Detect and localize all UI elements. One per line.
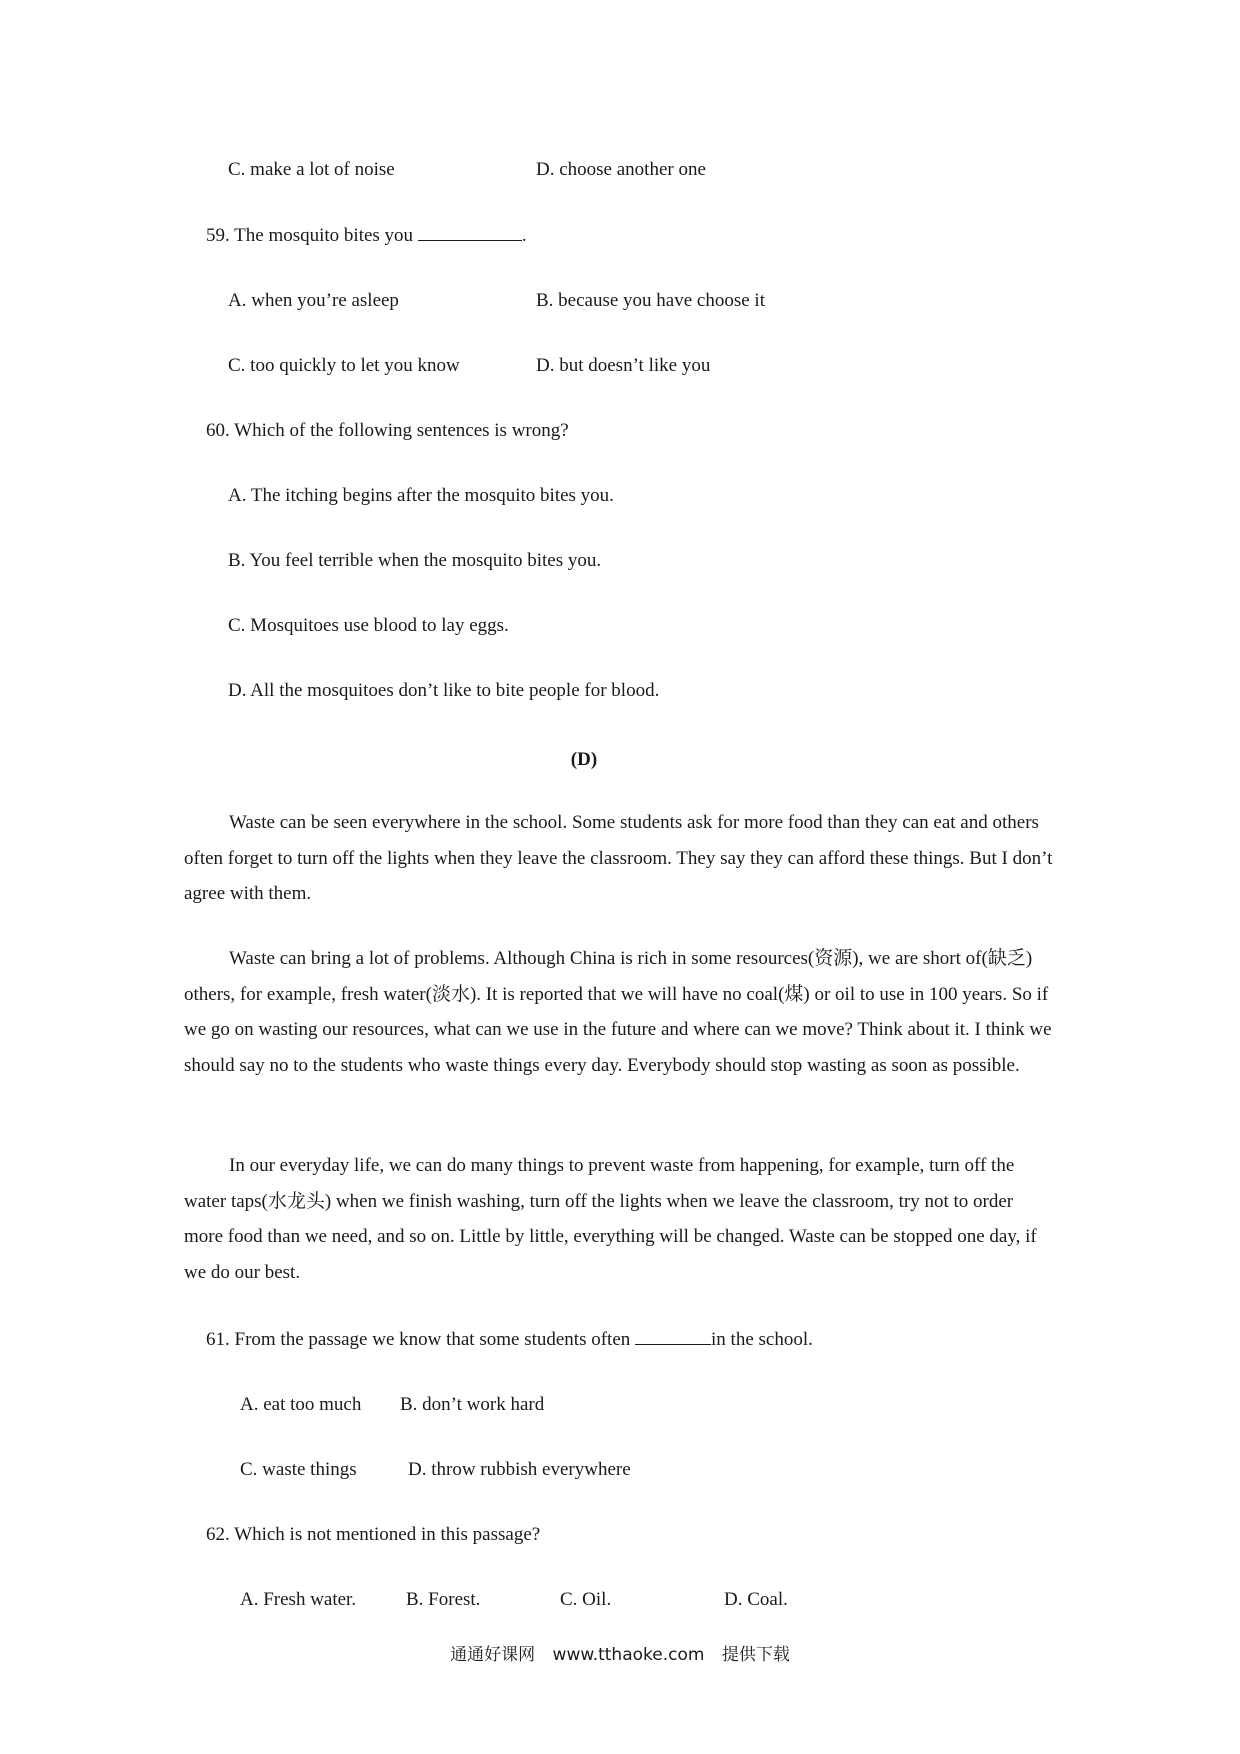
paragraph-text: In our everyday life, we can do many things to prevent waste from happening, for example, turn off the water taps(水龙头) when we finish washing, turn off the lights when we leave the classroom, try not to order more food than we need, and so on. Little by little, everything will be changed. Waste can be stopped one day, if we do our best.: [184, 1155, 1037, 1283]
q59-option-b: B. because you have choose it: [536, 290, 765, 311]
q60-option-d: D. All the mosquitoes don’t like to bite people for blood.: [228, 680, 660, 701]
footer-note: 提供下载: [721, 1645, 790, 1665]
q61-option-a: A. eat too much: [240, 1394, 362, 1415]
q62-option-c: C. Oil.: [560, 1589, 612, 1610]
q58-option-d: D. choose another one: [536, 159, 706, 180]
q60-option-a: A. The itching begins after the mosquito bites you.: [228, 485, 614, 506]
q61-stem: [206, 1328, 813, 1352]
q59-option-a: A. when you’re asleep: [228, 290, 399, 311]
q61-option-b: B. don’t work hard: [400, 1394, 545, 1415]
answer-blank: [635, 1328, 711, 1345]
passage-paragraph-3: [184, 1148, 1054, 1290]
q62-option-a: A. Fresh water.: [240, 1589, 357, 1610]
q61-stem-end: in the school.: [711, 1329, 813, 1350]
paragraph-text: Waste can be seen everywhere in the school. Some students ask for more food than they can eat and others often forget to turn off the lights when they leave the classroom. They say they can afford these things. But I don’t agree with them.: [184, 812, 1053, 904]
q61-stem-text: 61. From the passage we know that some students often: [206, 1329, 631, 1350]
passage-paragraph-2: [184, 941, 1054, 1083]
answer-blank: [418, 224, 522, 241]
passage-paragraph-1: [184, 805, 1054, 912]
q59-option-c: C. too quickly to let you know: [228, 355, 460, 376]
section-heading: (D): [570, 749, 598, 770]
q59-option-d: D. but doesn’t like you: [536, 355, 711, 376]
q61-option-d: D. throw rubbish everywhere: [408, 1459, 631, 1480]
q62-option-d: D. Coal.: [724, 1589, 788, 1610]
q59-stem: [206, 224, 527, 248]
q60-option-c: C. Mosquitoes use blood to lay eggs.: [228, 615, 509, 636]
q62-stem: 62. Which is not mentioned in this passage?: [206, 1524, 541, 1545]
q60-option-b: B. You feel terrible when the mosquito bites you.: [228, 550, 602, 571]
q62-option-b: B. Forest.: [406, 1589, 481, 1610]
q58-option-c: C. make a lot of noise: [228, 159, 395, 180]
page-footer: [0, 1640, 1240, 1665]
q61-option-c: C. waste things: [240, 1459, 357, 1480]
footer-url: www.tthaoke.com: [552, 1645, 705, 1665]
paragraph-text: Waste can bring a lot of problems. Although China is rich in some resources(资源), we are short of(缺乏) others, for example, fresh water(淡水). It is reported that we will have no coal(煤) or oil to use in 100 years. So if we go on wasting our resources, what can we use in the future and where can we move? Think about it. I think we should say no to the students who waste things every day. Everybody should stop wasting as soon as possible.: [184, 948, 1052, 1076]
q59-stem-end: .: [521, 225, 527, 246]
q60-stem: 60. Which of the following sentences is wrong?: [206, 420, 569, 441]
footer-site-name: 通通好课网: [450, 1645, 536, 1665]
q59-stem-text: 59. The mosquito bites you: [206, 225, 414, 246]
